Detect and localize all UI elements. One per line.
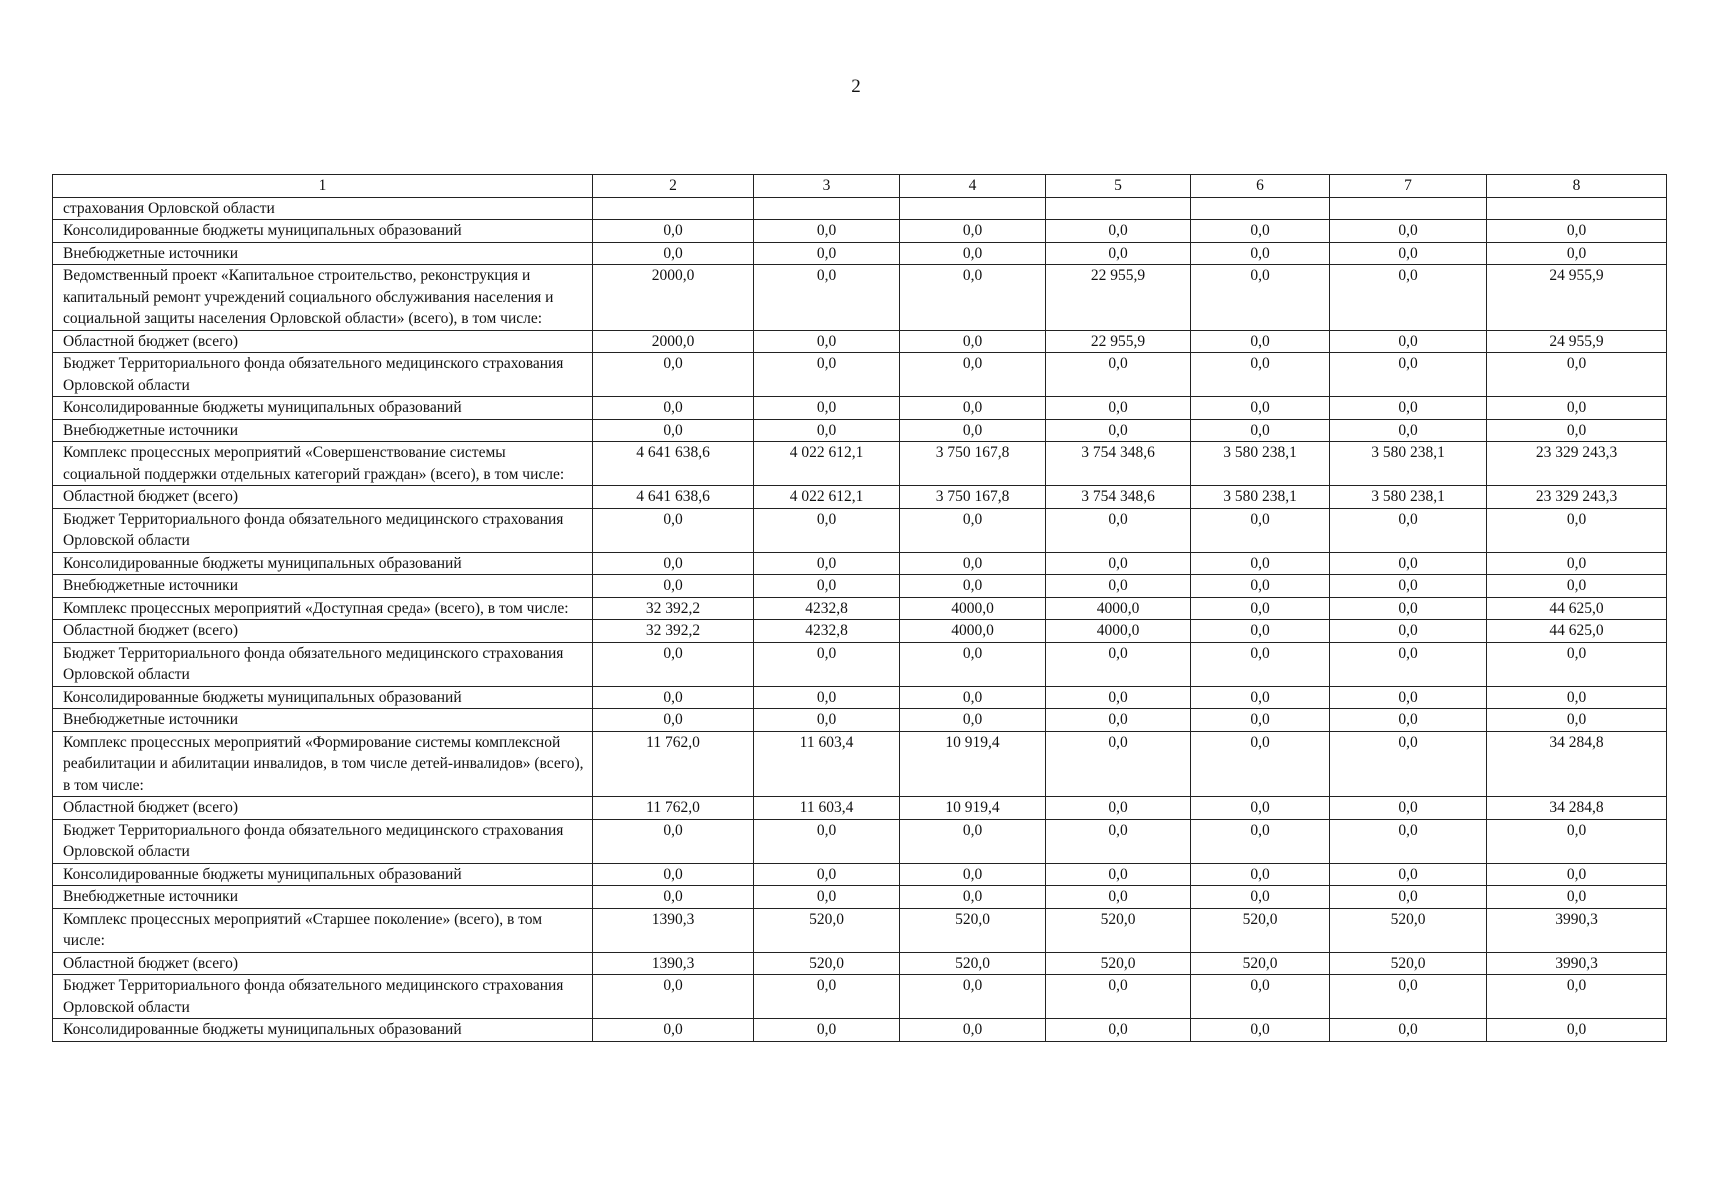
- value-cell: 0,0: [1046, 863, 1191, 886]
- value-cell: 0,0: [1046, 642, 1191, 686]
- value-cell: 0,0: [754, 552, 900, 575]
- table-row: [53, 265, 1667, 331]
- value-cell: 2000,0: [593, 330, 754, 353]
- value-cell: 520,0: [1046, 952, 1191, 975]
- value-cell: 0,0: [1487, 819, 1667, 863]
- value-cell: 0,0: [1487, 686, 1667, 709]
- value-cell: 0,0: [754, 242, 900, 265]
- value-cell: 3 580 238,1: [1330, 486, 1487, 509]
- value-cell: 4 022 612,1: [754, 442, 900, 486]
- value-cell: 0,0: [900, 242, 1046, 265]
- value-cell: 0,0: [754, 397, 900, 420]
- value-cell: 0,0: [1046, 508, 1191, 552]
- value-cell: 0,0: [593, 863, 754, 886]
- row-label: Комплекс процессных мероприятий «Старшее поколение» (всего), в том числе:: [53, 908, 593, 952]
- row-label: Внебюджетные источники: [53, 242, 593, 265]
- value-cell: 0,0: [754, 1019, 900, 1042]
- value-cell: 0,0: [1191, 353, 1330, 397]
- table-row: [53, 886, 1667, 909]
- table-header-row: [53, 175, 1667, 198]
- table-row: [53, 709, 1667, 732]
- value-cell: 0,0: [1046, 552, 1191, 575]
- table-row: [53, 397, 1667, 420]
- value-cell: 4 022 612,1: [754, 486, 900, 509]
- value-cell: 0,0: [593, 220, 754, 243]
- table-row: [53, 1019, 1667, 1042]
- row-label: страхования Орловской области: [53, 197, 593, 220]
- row-label: Комплекс процессных мероприятий «Совершенствование системы социальной поддержки отдельных категорий граждан» (всего), в том числе:: [53, 442, 593, 486]
- value-cell: 0,0: [1046, 819, 1191, 863]
- value-cell: 0,0: [1191, 265, 1330, 331]
- table-row: [53, 731, 1667, 797]
- value-cell: 3 750 167,8: [900, 442, 1046, 486]
- value-cell: 0,0: [1330, 419, 1487, 442]
- value-cell: 0,0: [900, 642, 1046, 686]
- value-cell: 0,0: [593, 242, 754, 265]
- value-cell: 0,0: [754, 709, 900, 732]
- value-cell: 0,0: [593, 552, 754, 575]
- value-cell: 0,0: [1046, 1019, 1191, 1042]
- value-cell: 4000,0: [1046, 597, 1191, 620]
- value-cell: 0,0: [900, 575, 1046, 598]
- value-cell: 0,0: [1191, 575, 1330, 598]
- table-row: [53, 819, 1667, 863]
- table-row: [53, 442, 1667, 486]
- budget-table: [52, 174, 1667, 1042]
- row-label: Областной бюджет (всего): [53, 330, 593, 353]
- value-cell: 520,0: [754, 952, 900, 975]
- column-header: 2: [593, 175, 754, 198]
- value-cell: 11 603,4: [754, 797, 900, 820]
- value-cell: [1191, 197, 1330, 220]
- value-cell: 10 919,4: [900, 731, 1046, 797]
- value-cell: 0,0: [1487, 353, 1667, 397]
- value-cell: 0,0: [900, 975, 1046, 1019]
- value-cell: 0,0: [1191, 863, 1330, 886]
- value-cell: 0,0: [1330, 397, 1487, 420]
- value-cell: 0,0: [1330, 508, 1487, 552]
- value-cell: 0,0: [754, 220, 900, 243]
- row-label: Внебюджетные источники: [53, 709, 593, 732]
- column-header: 3: [754, 175, 900, 198]
- value-cell: [900, 197, 1046, 220]
- value-cell: 0,0: [1191, 1019, 1330, 1042]
- value-cell: 0,0: [593, 975, 754, 1019]
- value-cell: 0,0: [1330, 552, 1487, 575]
- value-cell: 0,0: [593, 1019, 754, 1042]
- value-cell: 0,0: [1330, 265, 1487, 331]
- value-cell: 0,0: [1191, 620, 1330, 643]
- value-cell: 44 625,0: [1487, 597, 1667, 620]
- value-cell: 0,0: [593, 686, 754, 709]
- value-cell: 0,0: [1046, 686, 1191, 709]
- value-cell: 0,0: [1046, 419, 1191, 442]
- value-cell: 3 580 238,1: [1330, 442, 1487, 486]
- value-cell: 11 762,0: [593, 797, 754, 820]
- value-cell: 0,0: [1046, 353, 1191, 397]
- value-cell: 24 955,9: [1487, 265, 1667, 331]
- value-cell: 0,0: [1191, 642, 1330, 686]
- value-cell: 0,0: [1330, 620, 1487, 643]
- table-row: [53, 197, 1667, 220]
- value-cell: 0,0: [754, 575, 900, 598]
- row-label: Внебюджетные источники: [53, 419, 593, 442]
- value-cell: 0,0: [1330, 797, 1487, 820]
- value-cell: 4000,0: [900, 620, 1046, 643]
- value-cell: 0,0: [1191, 330, 1330, 353]
- table-row: [53, 330, 1667, 353]
- value-cell: 24 955,9: [1487, 330, 1667, 353]
- value-cell: 0,0: [754, 353, 900, 397]
- value-cell: 0,0: [754, 419, 900, 442]
- value-cell: 0,0: [1330, 575, 1487, 598]
- value-cell: 0,0: [1191, 397, 1330, 420]
- table-row: [53, 863, 1667, 886]
- value-cell: [593, 197, 754, 220]
- row-label: Ведомственный проект «Капитальное строительство, реконструкция и капитальный ремонт учреждений социального обслуживания населения и социальной защиты населения Орловской области» (всего), в том числе:: [53, 265, 593, 331]
- value-cell: 520,0: [1191, 908, 1330, 952]
- row-label: Областной бюджет (всего): [53, 952, 593, 975]
- value-cell: 4 641 638,6: [593, 486, 754, 509]
- row-label: Комплекс процессных мероприятий «Доступная среда» (всего), в том числе:: [53, 597, 593, 620]
- table-row: [53, 575, 1667, 598]
- value-cell: [1046, 197, 1191, 220]
- column-header: 8: [1487, 175, 1667, 198]
- value-cell: 0,0: [1191, 731, 1330, 797]
- value-cell: 1390,3: [593, 952, 754, 975]
- value-cell: 0,0: [754, 686, 900, 709]
- value-cell: 0,0: [1330, 863, 1487, 886]
- value-cell: 0,0: [593, 819, 754, 863]
- value-cell: 0,0: [1191, 686, 1330, 709]
- value-cell: 34 284,8: [1487, 731, 1667, 797]
- value-cell: 0,0: [1330, 330, 1487, 353]
- value-cell: 520,0: [1191, 952, 1330, 975]
- value-cell: 23 329 243,3: [1487, 442, 1667, 486]
- table-row: [53, 597, 1667, 620]
- row-label: Внебюджетные источники: [53, 575, 593, 598]
- value-cell: 0,0: [1487, 397, 1667, 420]
- value-cell: 0,0: [1487, 642, 1667, 686]
- table-row: [53, 508, 1667, 552]
- value-cell: 0,0: [1330, 220, 1487, 243]
- value-cell: 0,0: [593, 508, 754, 552]
- row-label: Областной бюджет (всего): [53, 797, 593, 820]
- value-cell: 0,0: [1046, 575, 1191, 598]
- value-cell: 0,0: [754, 642, 900, 686]
- row-label: Консолидированные бюджеты муниципальных образований: [53, 686, 593, 709]
- value-cell: 0,0: [754, 508, 900, 552]
- column-header: 4: [900, 175, 1046, 198]
- value-cell: 0,0: [900, 265, 1046, 331]
- value-cell: 0,0: [900, 1019, 1046, 1042]
- value-cell: 3 580 238,1: [1191, 442, 1330, 486]
- table-body: [53, 197, 1667, 1041]
- value-cell: 0,0: [1191, 797, 1330, 820]
- value-cell: 3 754 348,6: [1046, 486, 1191, 509]
- column-header: 7: [1330, 175, 1487, 198]
- value-cell: 0,0: [593, 419, 754, 442]
- table-row: [53, 220, 1667, 243]
- value-cell: 0,0: [1487, 419, 1667, 442]
- column-header: 5: [1046, 175, 1191, 198]
- row-label: Комплекс процессных мероприятий «Формирование системы комплексной реабилитации и абилитации инвалидов, в том числе детей-инвалидов» (всего), в том числе:: [53, 731, 593, 797]
- row-label: Консолидированные бюджеты муниципальных образований: [53, 1019, 593, 1042]
- row-label: Консолидированные бюджеты муниципальных образований: [53, 397, 593, 420]
- row-label: Бюджет Территориального фонда обязательного медицинского страхования Орловской области: [53, 353, 593, 397]
- value-cell: 520,0: [1330, 952, 1487, 975]
- page-number: 2: [851, 76, 861, 97]
- value-cell: 520,0: [1330, 908, 1487, 952]
- value-cell: 0,0: [900, 330, 1046, 353]
- value-cell: 0,0: [1046, 797, 1191, 820]
- value-cell: 0,0: [593, 353, 754, 397]
- value-cell: 0,0: [1191, 242, 1330, 265]
- value-cell: 0,0: [593, 397, 754, 420]
- value-cell: 11 762,0: [593, 731, 754, 797]
- value-cell: 0,0: [1330, 819, 1487, 863]
- column-header: 6: [1191, 175, 1330, 198]
- value-cell: 4 641 638,6: [593, 442, 754, 486]
- table-row: [53, 642, 1667, 686]
- value-cell: 0,0: [1046, 220, 1191, 243]
- value-cell: 0,0: [1191, 819, 1330, 863]
- value-cell: 0,0: [754, 863, 900, 886]
- value-cell: [1487, 197, 1667, 220]
- value-cell: 0,0: [1487, 886, 1667, 909]
- value-cell: 0,0: [900, 863, 1046, 886]
- value-cell: 0,0: [1191, 220, 1330, 243]
- value-cell: 0,0: [1191, 508, 1330, 552]
- value-cell: 0,0: [900, 353, 1046, 397]
- value-cell: 4232,8: [754, 620, 900, 643]
- row-label: Бюджет Территориального фонда обязательного медицинского страхования Орловской области: [53, 508, 593, 552]
- column-header: 1: [53, 175, 593, 198]
- value-cell: 0,0: [1046, 242, 1191, 265]
- value-cell: 0,0: [593, 575, 754, 598]
- value-cell: 3 580 238,1: [1191, 486, 1330, 509]
- row-label: Бюджет Территориального фонда обязательного медицинского страхования Орловской области: [53, 819, 593, 863]
- value-cell: 0,0: [1046, 731, 1191, 797]
- row-label: Консолидированные бюджеты муниципальных образований: [53, 220, 593, 243]
- value-cell: 0,0: [1330, 1019, 1487, 1042]
- value-cell: 0,0: [754, 265, 900, 331]
- value-cell: 0,0: [1191, 886, 1330, 909]
- value-cell: 0,0: [754, 330, 900, 353]
- value-cell: 0,0: [1191, 975, 1330, 1019]
- value-cell: 0,0: [1330, 686, 1487, 709]
- value-cell: 1390,3: [593, 908, 754, 952]
- value-cell: 0,0: [1330, 886, 1487, 909]
- table-row: [53, 908, 1667, 952]
- value-cell: 0,0: [1330, 975, 1487, 1019]
- value-cell: 2000,0: [593, 265, 754, 331]
- table-row: [53, 686, 1667, 709]
- table-row: [53, 486, 1667, 509]
- value-cell: 0,0: [1046, 709, 1191, 732]
- row-label: Бюджет Территориального фонда обязательного медицинского страхования Орловской области: [53, 642, 593, 686]
- value-cell: 0,0: [1191, 419, 1330, 442]
- table-row: [53, 952, 1667, 975]
- value-cell: 11 603,4: [754, 731, 900, 797]
- value-cell: 0,0: [1487, 1019, 1667, 1042]
- value-cell: 4000,0: [900, 597, 1046, 620]
- row-label: Областной бюджет (всего): [53, 486, 593, 509]
- value-cell: 0,0: [1487, 508, 1667, 552]
- value-cell: 0,0: [900, 508, 1046, 552]
- value-cell: 0,0: [1487, 709, 1667, 732]
- value-cell: 0,0: [1330, 597, 1487, 620]
- value-cell: 0,0: [1330, 709, 1487, 732]
- value-cell: 32 392,2: [593, 597, 754, 620]
- table-row: [53, 620, 1667, 643]
- row-label: Консолидированные бюджеты муниципальных образований: [53, 863, 593, 886]
- table-row: [53, 419, 1667, 442]
- value-cell: 0,0: [754, 819, 900, 863]
- table-row: [53, 242, 1667, 265]
- value-cell: 0,0: [900, 709, 1046, 732]
- value-cell: 0,0: [1487, 552, 1667, 575]
- value-cell: 0,0: [1330, 642, 1487, 686]
- value-cell: 0,0: [1191, 597, 1330, 620]
- value-cell: 0,0: [593, 642, 754, 686]
- value-cell: 3990,3: [1487, 908, 1667, 952]
- table-row: [53, 797, 1667, 820]
- value-cell: 0,0: [1487, 863, 1667, 886]
- value-cell: 0,0: [900, 220, 1046, 243]
- table-row: [53, 353, 1667, 397]
- value-cell: 34 284,8: [1487, 797, 1667, 820]
- value-cell: 0,0: [1191, 552, 1330, 575]
- value-cell: 44 625,0: [1487, 620, 1667, 643]
- value-cell: 0,0: [1330, 242, 1487, 265]
- value-cell: 3 754 348,6: [1046, 442, 1191, 486]
- value-cell: 0,0: [1487, 975, 1667, 1019]
- value-cell: 22 955,9: [1046, 265, 1191, 331]
- value-cell: 23 329 243,3: [1487, 486, 1667, 509]
- value-cell: 0,0: [900, 552, 1046, 575]
- value-cell: 0,0: [900, 419, 1046, 442]
- value-cell: 0,0: [1046, 397, 1191, 420]
- row-label: Внебюджетные источники: [53, 886, 593, 909]
- table-row: [53, 975, 1667, 1019]
- value-cell: 4232,8: [754, 597, 900, 620]
- value-cell: 0,0: [1046, 886, 1191, 909]
- value-cell: 22 955,9: [1046, 330, 1191, 353]
- value-cell: 0,0: [900, 886, 1046, 909]
- value-cell: 0,0: [754, 886, 900, 909]
- value-cell: 0,0: [1487, 220, 1667, 243]
- value-cell: 520,0: [1046, 908, 1191, 952]
- value-cell: 0,0: [1487, 575, 1667, 598]
- row-label: Консолидированные бюджеты муниципальных образований: [53, 552, 593, 575]
- row-label: Областной бюджет (всего): [53, 620, 593, 643]
- value-cell: 0,0: [1487, 242, 1667, 265]
- value-cell: 0,0: [593, 709, 754, 732]
- value-cell: [754, 197, 900, 220]
- row-label: Бюджет Территориального фонда обязательного медицинского страхования Орловской области: [53, 975, 593, 1019]
- value-cell: 0,0: [754, 975, 900, 1019]
- value-cell: 520,0: [900, 908, 1046, 952]
- value-cell: 0,0: [900, 686, 1046, 709]
- value-cell: 10 919,4: [900, 797, 1046, 820]
- value-cell: 0,0: [900, 819, 1046, 863]
- value-cell: 3990,3: [1487, 952, 1667, 975]
- value-cell: 0,0: [900, 397, 1046, 420]
- value-cell: 520,0: [900, 952, 1046, 975]
- value-cell: 0,0: [1330, 353, 1487, 397]
- value-cell: 0,0: [1046, 975, 1191, 1019]
- table-row: [53, 552, 1667, 575]
- value-cell: 4000,0: [1046, 620, 1191, 643]
- value-cell: 32 392,2: [593, 620, 754, 643]
- value-cell: 3 750 167,8: [900, 486, 1046, 509]
- value-cell: 0,0: [1330, 731, 1487, 797]
- value-cell: [1330, 197, 1487, 220]
- value-cell: 0,0: [1191, 709, 1330, 732]
- value-cell: 520,0: [754, 908, 900, 952]
- value-cell: 0,0: [593, 886, 754, 909]
